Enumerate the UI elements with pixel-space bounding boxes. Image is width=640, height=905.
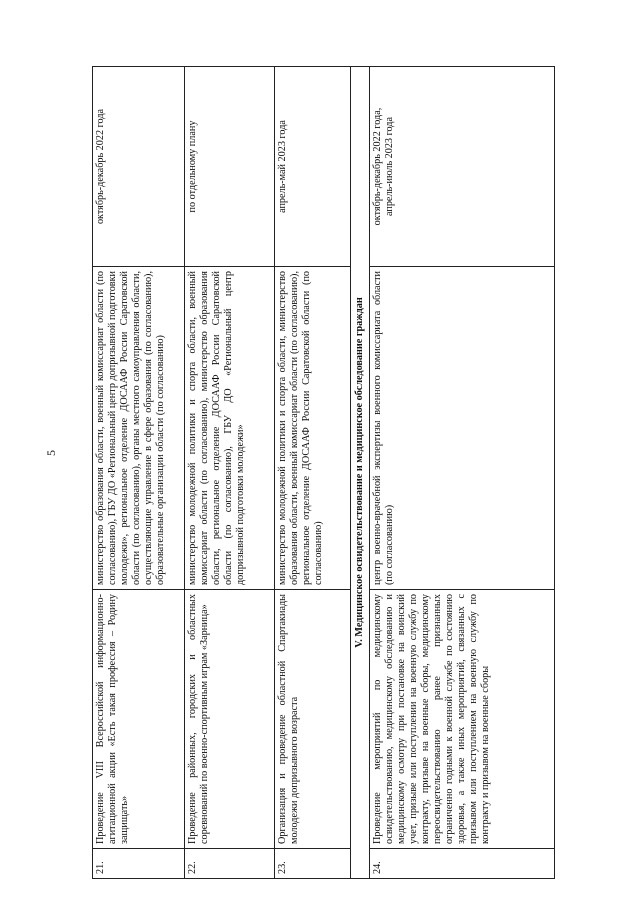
section-heading: V. Медицинское освидетельствование и медицинское обследование граждан [351, 67, 370, 879]
responsible-executors: министерство молодежной политики и спорта области, военный комиссариат области (по согласованию), министерство образования области, региональное отделение ДОСААФ России Саратовской области (по согласованию), ГБУ ДО «Региональный центр допризывной подготовки молодежи» [185, 267, 275, 590]
table-row [93, 67, 185, 879]
section-heading-row [351, 67, 370, 879]
event-description: Проведение VIII Всероссийской информационно-агитационной акции «Есть такая профессия – Родину защищать» [93, 590, 185, 849]
table-row [275, 67, 351, 879]
page-number: 5 [44, 450, 58, 456]
plan-table [92, 66, 555, 879]
execution-period [370, 67, 555, 267]
execution-period: апрель-май 2023 года [275, 67, 351, 267]
row-number: 22. [185, 849, 275, 879]
responsible-executors: министерство образования области, военный комиссариат области (по согласованию), ГБУ ДО «Региональный центр допризывной подготовки молодежи», региональное отделение ДОСААФ России Саратовской области (по согласованию), органы местного самоуправления области, осуществляющие управление в сфере образования (по согласованию), образовательные организации области (по согласованию) [93, 267, 185, 590]
row-number: 21. [93, 849, 185, 879]
event-description: Организация и проведение областной Спартакиады молодежи допризывного возраста [275, 590, 351, 849]
row-number: 24. [370, 849, 555, 879]
plan-table-rotated [92, 67, 555, 879]
execution-period: по отдельному плану [185, 67, 275, 267]
period-line: октябрь-декабрь 2022 года, [372, 107, 384, 226]
table-row [370, 67, 555, 879]
row-number: 23. [275, 849, 351, 879]
responsible-executors: центр военно-врачебной экспертизы военного комиссариата области (по согласованию) [370, 267, 555, 590]
responsible-executors: министерство молодежной политики и спорта области, министерство образования области, военный комиссариат области (по согласованию), региональное отделение ДОСААФ России Саратовской области (по согласованию) [275, 267, 351, 590]
period-line: апрель-июль 2023 года [384, 117, 396, 217]
execution-period: октябрь-декабрь 2022 года [93, 67, 185, 267]
event-description: Проведение районных, городских и областных соревнований по военно-спортивным играм «Зарница» [185, 590, 275, 849]
event-description: Проведение мероприятий по медицинскому освидетельствованию, медицинскому обследованию и медицинскому осмотру при постановке на воинский учет, призыве или поступлении на военную службу по контракту, призыве на военные сборы, медицинскому переосвидетельствованию ранее признанных ограниченно годными к военной службе по состоянию здоровья, а также иных мероприятий, связанных с призывом или поступлением на военную службу по контракту и призывом на военные сборы [370, 590, 555, 849]
table-row [185, 67, 275, 879]
